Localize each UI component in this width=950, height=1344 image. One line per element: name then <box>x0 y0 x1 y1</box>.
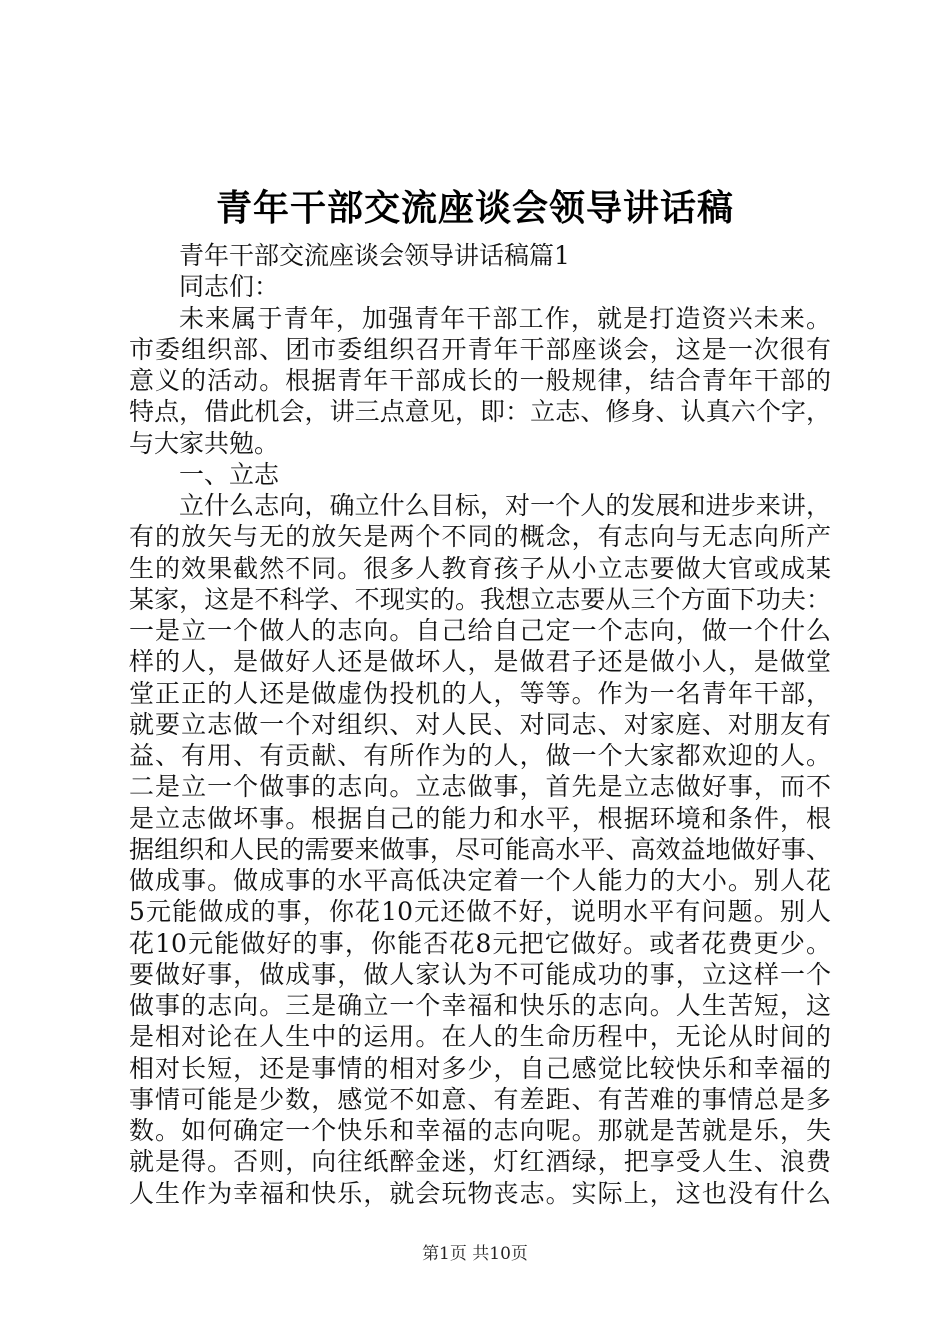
text-line: 做事的志向。三是确立一个幸福和快乐的志向。人生苦短，这 <box>129 991 831 1020</box>
text-line: 生的效果截然不同。很多人教育孩子从小立志要做大官或成某 <box>129 553 831 583</box>
text-line: 一、立志 <box>179 459 280 489</box>
text-line: 市委组织部、团市委组织召开青年干部座谈会，这是一次很有 <box>129 334 831 364</box>
text-line: 堂正正的人还是做虚伪投机的人，等等。作为一名青年干部， <box>129 678 831 708</box>
text-line: 同志们： <box>179 272 280 302</box>
text-line: 是立志做坏事。根据自己的能力和水平，根据环境和条件，根 <box>129 803 831 833</box>
text-line: 就是得。否则，向往纸醉金迷，灯红酒绿，把享受人生、浪费 <box>129 1147 831 1177</box>
text-line: 就要立志做一个对组织、对人民、对同志、对家庭、对朋友有 <box>129 709 831 739</box>
text-line: 是相对论在人生中的运用。在人的生命历程中，无论从时间的 <box>129 1022 831 1052</box>
text-line: 意义的活动。根据青年干部成长的一般规律，结合青年干部的 <box>129 366 831 395</box>
text-line: 要做好事，做成事，做人家认为不可能成功的事，立这样一个 <box>129 959 831 989</box>
text-line: 二是立一个做事的志向。立志做事，首先是立志做好事，而不 <box>129 772 831 802</box>
text-line: 5元能做成的事，你花10元还做不好，说明水平有问题。别人 <box>129 897 831 927</box>
text-line: 相对长短，还是事情的相对多少，自己感觉比较快乐和幸福的 <box>129 1053 831 1083</box>
text-line: 样的人，是做好人还是做坏人，是做君子还是做小人，是做堂 <box>129 647 831 677</box>
text-line: 某家，这是不科学、不现实的。我想立志要从三个方面下功夫： <box>129 584 831 614</box>
text-line: 特点，借此机会，讲三点意见，即：立志、修身、认真六个字， <box>129 397 831 427</box>
text-line: 一是立一个做人的志向。自己给自己定一个志向，做一个什么 <box>129 616 831 645</box>
document-body <box>129 240 831 1209</box>
text-line: 益、有用、有贡献、有所作为的人，做一个大家都欢迎的人。 <box>129 741 831 770</box>
text-line: 有的放矢与无的放矢是两个不同的概念，有志向与无志向所产 <box>129 522 831 552</box>
text-line: 数。如何确定一个快乐和幸福的志向呢。那就是苦就是乐，失 <box>129 1116 831 1145</box>
text-line: 青年干部交流座谈会领导讲话稿篇1 <box>179 241 570 270</box>
text-line: 未来属于青年，加强青年干部工作，就是打造资兴未来。 <box>179 303 831 333</box>
text-line: 据组织和人民的需要来做事，尽可能高水平、高效益地做好事、 <box>129 834 831 864</box>
text-line: 立什么志向，确立什么目标，对一个人的发展和进步来讲， <box>179 491 831 520</box>
text-line: 花10元能做好的事，你能否花8元把它做好。或者花费更少。 <box>129 928 831 958</box>
page-footer: 第1页 共10页 <box>422 1244 528 1264</box>
text-line: 事情可能是少数，感觉不如意、有差距、有苦难的事情总是多 <box>129 1084 831 1114</box>
text-line: 与大家共勉。 <box>129 428 280 458</box>
text-line: 人生作为幸福和快乐，就会玩物丧志。实际上，这也没有什么 <box>129 1178 831 1208</box>
document-title: 青年干部交流座谈会领导讲话稿 <box>215 187 734 229</box>
text-line: 做成事。做成事的水平高低决定着一个人能力的大小。别人花 <box>129 866 831 895</box>
